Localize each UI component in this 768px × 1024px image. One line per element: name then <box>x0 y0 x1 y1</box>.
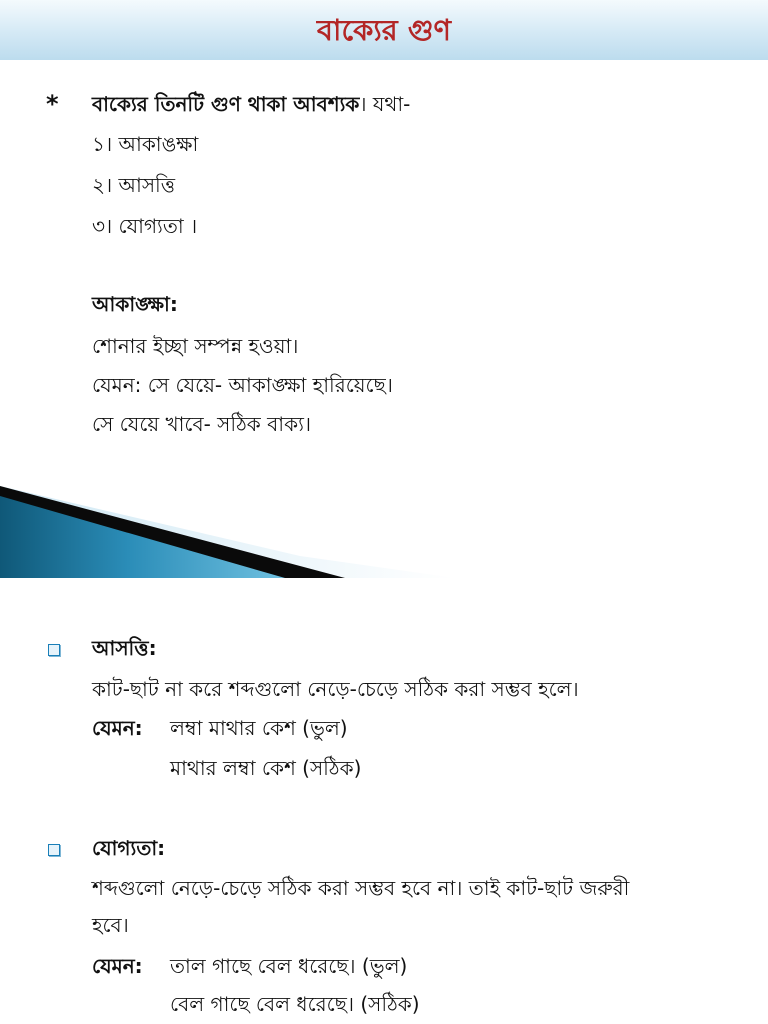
list-item: ৩। যোগ্যতা । <box>92 214 198 238</box>
slide-title: বাক্যের গুণ <box>316 13 452 47</box>
star-bullet-icon: * <box>46 90 59 118</box>
intro-rest-text: । যথা- <box>359 92 411 116</box>
slide-2 <box>0 578 768 1024</box>
example-label: যেমন: <box>92 716 143 740</box>
square-bullet-icon <box>48 644 60 656</box>
example-line: বেল গাছে বেল ধরেছে। (সঠিক) <box>170 992 420 1016</box>
example-label: যেমন: <box>92 954 143 978</box>
example-line: সে যেয়ে খাবে- সঠিক বাক্য। <box>92 412 312 436</box>
definition-line: শোনার ইচ্ছা সম্পন্ন হওয়া। <box>92 334 299 358</box>
section-heading-yogyata: যোগ্যতা: <box>92 836 166 860</box>
list-item: ১। আকাঙক্ষা <box>92 132 199 156</box>
square-bullet-icon <box>48 844 60 856</box>
intro-bold-text: বাক্যের তিনটি গুণ থাকা আবশ্যক <box>92 92 360 116</box>
example-line: লম্বা মাথার কেশ (ভুল) <box>170 716 348 740</box>
example-line: তাল গাছে বেল ধরেছে। (ভুল) <box>170 954 408 978</box>
example-line: মাথার লম্বা কেশ (সঠিক) <box>170 756 362 780</box>
yogyata-description: হবে। <box>92 913 129 937</box>
yogyata-description: শব্দগুলো নেড়ে-চেড়ে সঠিক করা সম্ভব হবে না। তাই কাট-ছাট জরুরী <box>92 876 630 900</box>
asatti-description: কাট-ছাট না করে শব্দগুলো নেড়ে-চেড়ে সঠিক করা সম্ভব হলে। <box>92 677 579 701</box>
example-line: যেমন: সে যেয়ে- আকাঙ্ক্ষা হারিয়েছে। <box>92 373 393 397</box>
section-heading-akangkha: আকাঙ্ক্ষা: <box>92 292 178 316</box>
list-item: ২। আসত্তি <box>92 173 176 197</box>
section-heading-asatti: আসত্তি: <box>92 636 157 660</box>
